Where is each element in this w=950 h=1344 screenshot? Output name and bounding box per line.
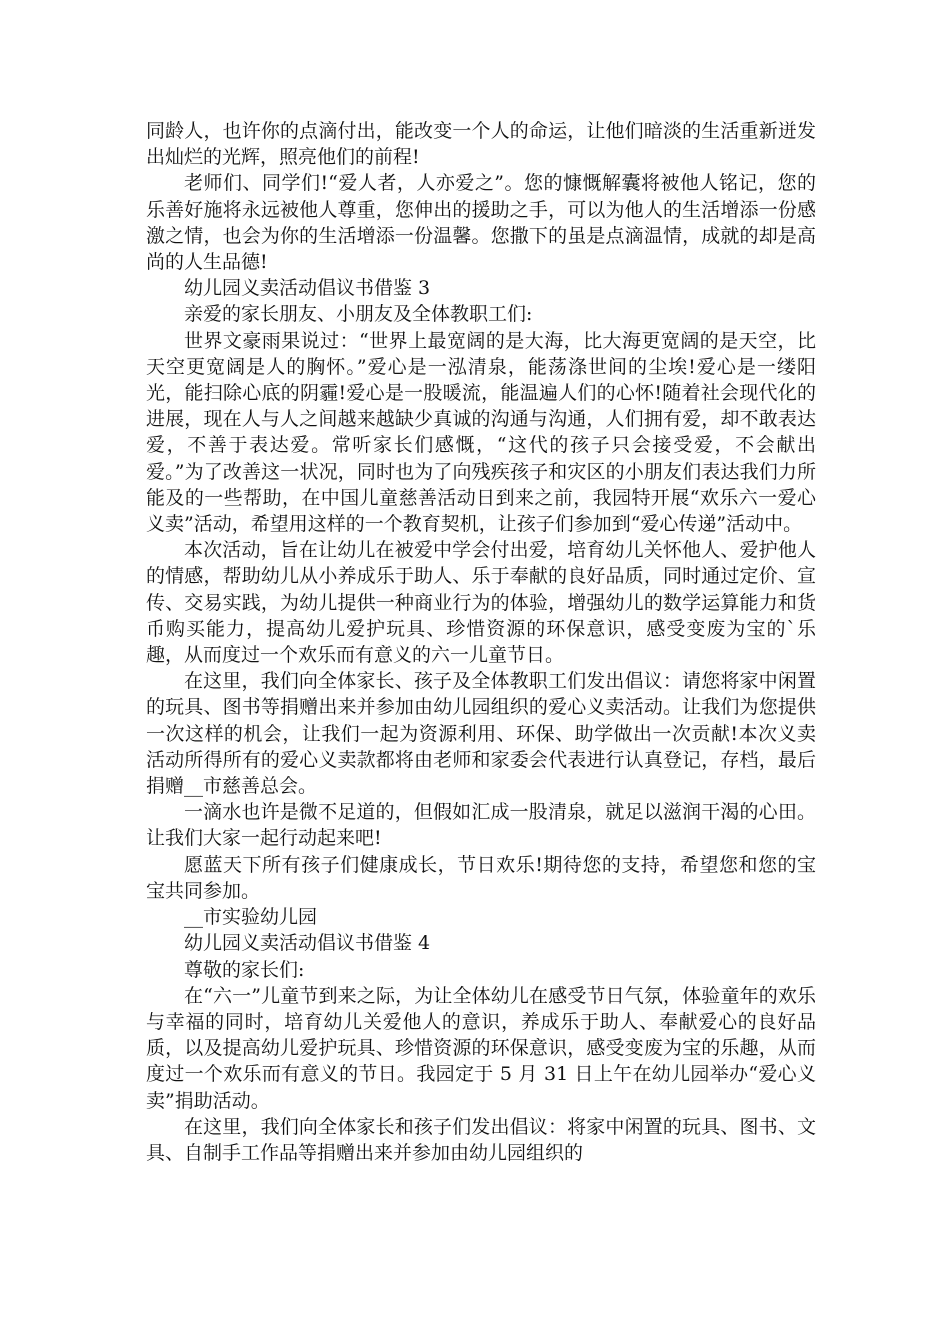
section-heading-3: 幼儿园义卖活动倡议书借鉴 3 [184,277,431,300]
paragraph-wishes: 愿蓝天下所有孩子们健康成长，节日欢乐!期待您的支持，希望您和您的宝宝共同参加。 [146,853,816,902]
paragraph-hugo-quote: 世界文豪雨果说过：“世界上最宽阔的是大海，比大海更宽阔的是天空，比天空更宽阔是人的胸怀。”爱心是一泓清泉，能荡涤世间的尘埃!爱心是一缕阳光，能扫除心底的阴霾!爱心是一股暖流，能温遍人们的心怀!随着社会现代化的进展，现在人与人之间越来越缺少真诚的沟通与沟通，人们拥有爱，却不敢表达爱，不善于表达爱。常听家长们感慨，“这代的孩子只会接受爱，不会献出爱。”为了改善这一状况，同时也为了向残疾孩子和灾区的小朋友们表达我们力所能及的一些帮助，在中国儿童慈善活动日到来之前，我园特开展“欢乐六一爱心义卖”活动，希望用这样的一个教育契机，让孩子们参加到“爱心传递”活动中。 [146,329,816,536]
paragraph-water-drop: 一滴水也许是微不足道的，但假如汇成一股清泉，就足以滋润干渴的心田。让我们大家一起行动起来吧! [146,801,816,850]
paragraph-continuation: 同龄人，也许你的点滴付出，能改变一个人的命运，让他们暗淡的生活重新迸发出灿烂的光辉，照亮他们的前程! [146,120,816,169]
section-heading-4: 幼儿园义卖活动倡议书借鉴 4 [184,932,431,955]
paragraph-proposal: 在这里，我们向全体家长、孩子及全体教职工们发出倡议：请您将家中闲置的玩具、图书等捐赠出来并参加由幼儿园组织的爱心义卖活动。让我们为您提供一次这样的机会，让我们一起为资源利用、环保、助学做出一次贡献!本次义卖活动所得所有的爱心义卖款都将由老师和家委会代表进行认真登记，存档，最后捐赠__市慈善总会。 [146,670,816,798]
signature-kindergarten: __市实验幼儿园 [184,906,318,929]
paragraph-activity-purpose: 本次活动，旨在让幼儿在被爱中学会付出爱，培育幼儿关怀他人、爱护他人的情感，帮助幼儿从小养成乐于助人、乐于奉献的良好品质，同时通过定价、宣传、交易实践，为幼儿提供一种商业行为的体验，增强幼儿的数学运算能力和货币购买能力，提高幼儿爱护玩具、珍惜资源的环保意识，感受变废为宝的`乐趣，从而度过一个欢乐而有意义的六一儿童节日。 [146,539,816,667]
paragraph-proposal-4: 在这里，我们向全体家长和孩子们发出倡议：将家中闲置的玩具、图书、文具、自制手工作品等捐赠出来并参加由幼儿园组织的 [146,1115,816,1164]
document-page [146,118,816,1166]
paragraph-childrens-day: 在“六一”儿童节到来之际，为让全体幼儿在感受节日气氛，体验童年的欢乐与幸福的同时，培育幼儿关爱他人的意识，养成乐于助人、奉献爱心的良好品质，以及提高幼儿爱护玩具、珍惜资源的环保意识，感受变废为宝的乐趣，从而度过一个欢乐而有意义的节日。我园定于 5 月 31 日上午在幼儿园举办“爱心义卖”捐助活动。 [146,984,816,1112]
salutation-4: 尊敬的家长们: [184,958,305,981]
paragraph-appeal: 老师们、同学们!“爱人者，人亦爱之”。您的慷慨解囊将被他人铭记，您的乐善好施将永远被他人尊重，您伸出的援助之手，可以为他人的生活增添一份感激之情，也会为你的生活增添一份温馨。您撒下的虽是点滴温情，成就的却是高尚的人生品德! [146,172,816,274]
salutation-3: 亲爱的家长朋友、小朋友及全体教职工们: [184,303,533,326]
